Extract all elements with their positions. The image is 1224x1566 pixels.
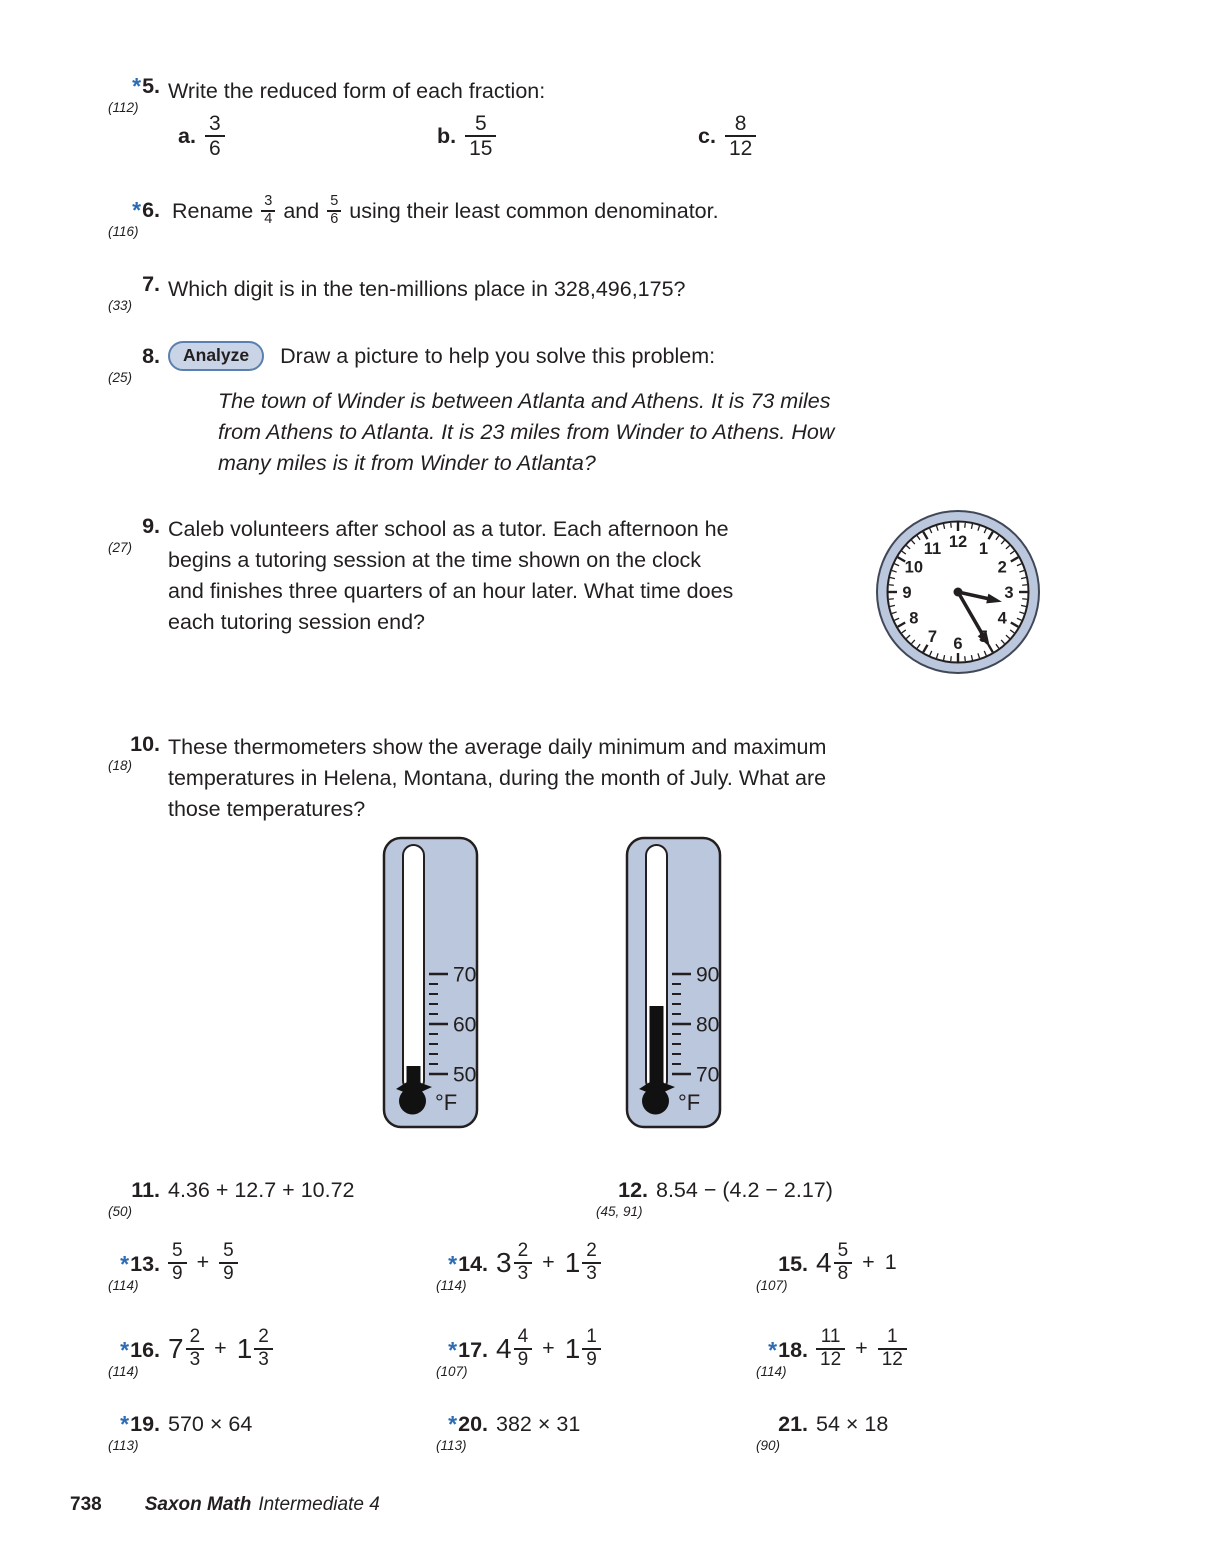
book-edition: Intermediate 4 xyxy=(258,1494,380,1515)
problem-number: 6. xyxy=(142,198,160,222)
text-segment: and xyxy=(283,198,320,223)
svg-text:7: 7 xyxy=(927,628,938,647)
lesson-ref: (114) xyxy=(756,1364,787,1380)
problem-number: 7. xyxy=(142,272,160,296)
fraction xyxy=(254,1327,273,1371)
fraction xyxy=(186,1327,205,1371)
whole-number: 3 xyxy=(496,1246,512,1278)
problem-17-expression xyxy=(496,1327,601,1371)
story-line: The town of Winder is between Atlanta and Athens. It is 73 miles xyxy=(218,389,831,413)
problem-number: 20. xyxy=(458,1412,488,1436)
svg-text:50: 50 xyxy=(453,1063,477,1087)
analyze-badge: Analyze xyxy=(168,341,264,372)
whole-number: 4 xyxy=(496,1332,512,1364)
svg-text:60: 60 xyxy=(453,1013,477,1037)
problem-6-text xyxy=(168,188,723,234)
operator: + xyxy=(542,1250,555,1275)
lesson-ref: (107) xyxy=(756,1278,788,1294)
numerator: 5 xyxy=(474,112,487,135)
problem-11-expression: 4.36 + 12.7 + 10.72 xyxy=(168,1178,355,1202)
denominator: 9 xyxy=(517,1348,529,1370)
problem-19-expression: 570 × 64 xyxy=(168,1412,253,1436)
whole-number: 1 xyxy=(236,1332,253,1364)
lesson-ref: (33) xyxy=(108,298,133,314)
lesson-ref: (50) xyxy=(108,1204,133,1220)
problem-number: 12. xyxy=(618,1178,648,1202)
text-line: those temperatures? xyxy=(168,797,366,821)
text-line: each tutoring session end? xyxy=(168,610,425,634)
story-line: from Athens to Atlanta. It is 23 miles from Winder to Athens. How xyxy=(218,420,835,444)
problem-10-text xyxy=(168,732,826,825)
numerator: 3 xyxy=(264,193,273,210)
analog-clock xyxy=(874,508,1042,681)
problem-number: 10. xyxy=(130,732,160,756)
problem-6-number-block xyxy=(100,198,160,240)
denominator: 9 xyxy=(223,1262,234,1284)
svg-text:3: 3 xyxy=(1004,584,1014,602)
part-label: b. xyxy=(437,123,457,148)
problem-14-number-block xyxy=(428,1252,488,1294)
fraction xyxy=(168,1241,187,1285)
mixed-number xyxy=(496,1327,532,1371)
problem-5-part-b xyxy=(437,112,496,160)
problem-18-expression xyxy=(816,1327,907,1371)
problem-13-expression xyxy=(168,1241,238,1285)
problem-number: 14. xyxy=(458,1252,488,1276)
problem-16-number-block xyxy=(100,1338,160,1380)
problem-21-number-block xyxy=(748,1412,808,1454)
problem-5-part-c xyxy=(698,112,756,160)
problem-20-number-block xyxy=(428,1412,488,1454)
numerator: 5 xyxy=(172,1240,183,1261)
fraction xyxy=(514,1241,533,1285)
problem-19-number-block xyxy=(100,1412,160,1454)
lesson-ref: (25) xyxy=(108,370,133,386)
problem-number: 18. xyxy=(778,1338,808,1362)
problem-number: 16. xyxy=(130,1338,160,1362)
numerator: 1 xyxy=(586,1326,597,1347)
denominator: 8 xyxy=(837,1262,849,1284)
lesson-ref: (90) xyxy=(756,1438,781,1454)
problem-number: 5. xyxy=(142,74,160,98)
whole-number: 1 xyxy=(564,1246,581,1278)
problem-9-number xyxy=(100,514,160,538)
whole-number: 4 xyxy=(816,1246,832,1278)
star-icon: * xyxy=(768,1337,778,1363)
svg-text:10: 10 xyxy=(904,558,924,577)
problem-7-text: Which digit is in the ten-millions place in 328,496,175? xyxy=(168,277,686,301)
numerator: 2 xyxy=(189,1326,201,1347)
lesson-ref: (114) xyxy=(108,1278,139,1294)
operator: + xyxy=(196,1250,210,1275)
problem-9-text xyxy=(168,514,733,638)
problem-15-number-block xyxy=(748,1252,808,1294)
fraction xyxy=(725,112,756,160)
star-icon: * xyxy=(120,1337,130,1363)
numerator: 1 xyxy=(886,1326,898,1347)
problem-5-number xyxy=(100,74,160,98)
problem-6-number xyxy=(100,198,160,222)
problem-12-number-block xyxy=(588,1178,648,1220)
star-icon: * xyxy=(448,1411,458,1437)
svg-text:1: 1 xyxy=(978,539,989,558)
svg-text:90: 90 xyxy=(696,963,720,987)
mixed-number xyxy=(496,1241,532,1285)
operator: + xyxy=(214,1336,227,1361)
book-series: Saxon Math xyxy=(144,1494,252,1515)
denominator: 4 xyxy=(264,210,273,227)
star-icon: * xyxy=(132,197,142,223)
problem-5-number-block xyxy=(100,74,160,116)
lesson-ref: (27) xyxy=(108,540,133,556)
problem-18-number-block xyxy=(748,1338,808,1380)
lesson-ref: (113) xyxy=(436,1438,467,1454)
lesson-ref: (114) xyxy=(436,1278,467,1294)
operator: + xyxy=(542,1336,555,1361)
problem-9-number-block xyxy=(100,514,160,556)
mixed-number xyxy=(565,1241,601,1285)
problem-12-expression: 8.54 − (4.2 − 2.17) xyxy=(656,1178,833,1202)
problem-5-part-a xyxy=(178,112,225,160)
problem-10-number xyxy=(100,732,160,756)
story-line: many miles is it from Winder to Atlanta? xyxy=(218,451,596,475)
text-line: Caleb volunteers after school as a tutor. Each afternoon he xyxy=(168,517,729,541)
problem-11-number-block xyxy=(100,1178,160,1220)
problem-number: 15. xyxy=(778,1252,808,1276)
fraction xyxy=(205,112,225,160)
lesson-ref: (116) xyxy=(108,224,139,240)
denominator: 12 xyxy=(820,1348,842,1370)
operator: + xyxy=(855,1336,868,1361)
mixed-number xyxy=(816,1241,852,1285)
thermometer-minimum xyxy=(382,836,479,1134)
text-segment: Rename xyxy=(172,198,254,223)
problem-16-expression xyxy=(168,1327,273,1371)
problem-number: 8. xyxy=(142,344,160,368)
mixed-number xyxy=(168,1327,204,1371)
lesson-ref: (112) xyxy=(108,100,139,116)
fraction xyxy=(816,1327,845,1371)
lesson-ref: (45, 91) xyxy=(596,1204,643,1220)
text-segment: using their least common denominator. xyxy=(349,198,719,223)
problem-20-expression: 382 × 31 xyxy=(496,1412,581,1436)
numerator: 11 xyxy=(820,1326,841,1347)
part-label: a. xyxy=(178,123,196,148)
denominator: 15 xyxy=(469,137,493,161)
svg-text:2: 2 xyxy=(997,558,1007,577)
numerator: 2 xyxy=(258,1326,269,1347)
problem-21-expression: 54 × 18 xyxy=(816,1412,889,1436)
svg-text:70: 70 xyxy=(453,963,477,987)
star-icon: * xyxy=(448,1251,458,1277)
denominator: 12 xyxy=(728,137,753,161)
page-footer xyxy=(70,1494,380,1516)
part-label: c. xyxy=(698,123,716,148)
denominator: 3 xyxy=(258,1348,269,1370)
denominator: 3 xyxy=(586,1262,597,1284)
fraction xyxy=(327,194,341,227)
text-line: These thermometers show the average daily minimum and maximum xyxy=(168,735,827,759)
problem-number: 13. xyxy=(130,1252,160,1276)
denominator: 6 xyxy=(330,210,339,227)
denominator: 9 xyxy=(172,1262,183,1284)
fraction xyxy=(261,194,275,227)
svg-text:12: 12 xyxy=(948,533,968,551)
problem-number: 21. xyxy=(778,1412,808,1436)
text-line: and finishes three quarters of an hour later. What time does xyxy=(168,579,734,603)
whole-number: 7 xyxy=(168,1332,184,1364)
problem-17-number-block xyxy=(428,1338,488,1380)
problem-number: 11. xyxy=(131,1178,160,1202)
svg-text:6: 6 xyxy=(953,635,963,653)
numerator: 5 xyxy=(837,1240,849,1261)
fraction xyxy=(219,1241,238,1285)
problem-8-text: Draw a picture to help you solve this problem: xyxy=(280,343,716,368)
fraction xyxy=(582,1241,601,1285)
svg-text:8: 8 xyxy=(909,609,919,628)
thermometer-graphic xyxy=(382,836,479,1129)
denominator: 3 xyxy=(189,1348,201,1370)
text-line: begins a tutoring session at the time shown on the clock xyxy=(168,548,702,572)
svg-text:80: 80 xyxy=(696,1013,720,1037)
problem-14-expression xyxy=(496,1241,601,1285)
problem-15-expression xyxy=(816,1241,897,1285)
problem-10-number-block xyxy=(100,732,160,774)
page-number: 738 xyxy=(70,1494,102,1515)
operator: + xyxy=(862,1250,875,1275)
svg-text:4: 4 xyxy=(997,609,1007,628)
lesson-ref: (107) xyxy=(436,1364,468,1380)
fraction xyxy=(582,1327,601,1371)
clock-face xyxy=(874,508,1042,676)
whole-number: 1 xyxy=(564,1332,581,1364)
fraction xyxy=(465,112,496,160)
problem-7-number-block xyxy=(100,272,160,314)
svg-text:11: 11 xyxy=(923,539,942,558)
denominator: 12 xyxy=(881,1348,903,1370)
mixed-number xyxy=(565,1327,601,1371)
star-icon: * xyxy=(120,1251,130,1277)
problem-8-lead xyxy=(168,338,715,374)
problem-13-number-block xyxy=(100,1252,160,1294)
svg-text:9: 9 xyxy=(902,584,912,602)
problem-number: 9. xyxy=(142,514,160,538)
addend: 1 xyxy=(884,1250,897,1275)
star-icon: * xyxy=(132,73,142,99)
problem-number: 19. xyxy=(130,1412,160,1436)
fraction xyxy=(514,1327,533,1371)
numerator: 4 xyxy=(517,1326,529,1347)
denominator: 6 xyxy=(208,137,221,161)
text-line: temperatures in Helena, Montana, during the month of July. What are xyxy=(168,766,827,790)
svg-text:°F: °F xyxy=(435,1090,458,1115)
problem-8-number-block xyxy=(100,344,160,386)
numerator: 2 xyxy=(586,1240,597,1261)
problem-8-story xyxy=(218,386,834,479)
numerator: 5 xyxy=(330,193,339,210)
star-icon: * xyxy=(120,1411,130,1437)
mixed-number xyxy=(237,1327,273,1371)
thermometer-graphic xyxy=(625,836,722,1129)
numerator: 3 xyxy=(208,112,221,135)
problem-8-number xyxy=(100,344,160,368)
lesson-ref: (114) xyxy=(108,1364,139,1380)
problem-number: 17. xyxy=(458,1338,488,1362)
svg-text:°F: °F xyxy=(678,1090,701,1115)
numerator: 8 xyxy=(734,112,747,135)
fraction xyxy=(878,1327,907,1371)
numerator: 5 xyxy=(223,1240,234,1261)
lesson-ref: (18) xyxy=(108,758,133,774)
problem-5-text: Write the reduced form of each fraction: xyxy=(168,79,546,103)
denominator: 3 xyxy=(517,1262,529,1284)
svg-text:70: 70 xyxy=(696,1063,720,1087)
fraction xyxy=(834,1241,853,1285)
problem-7-number xyxy=(100,272,160,296)
star-icon: * xyxy=(448,1337,458,1363)
numerator: 2 xyxy=(517,1240,529,1261)
thermometer-maximum xyxy=(625,836,722,1134)
lesson-ref: (113) xyxy=(108,1438,139,1454)
denominator: 9 xyxy=(586,1348,597,1370)
